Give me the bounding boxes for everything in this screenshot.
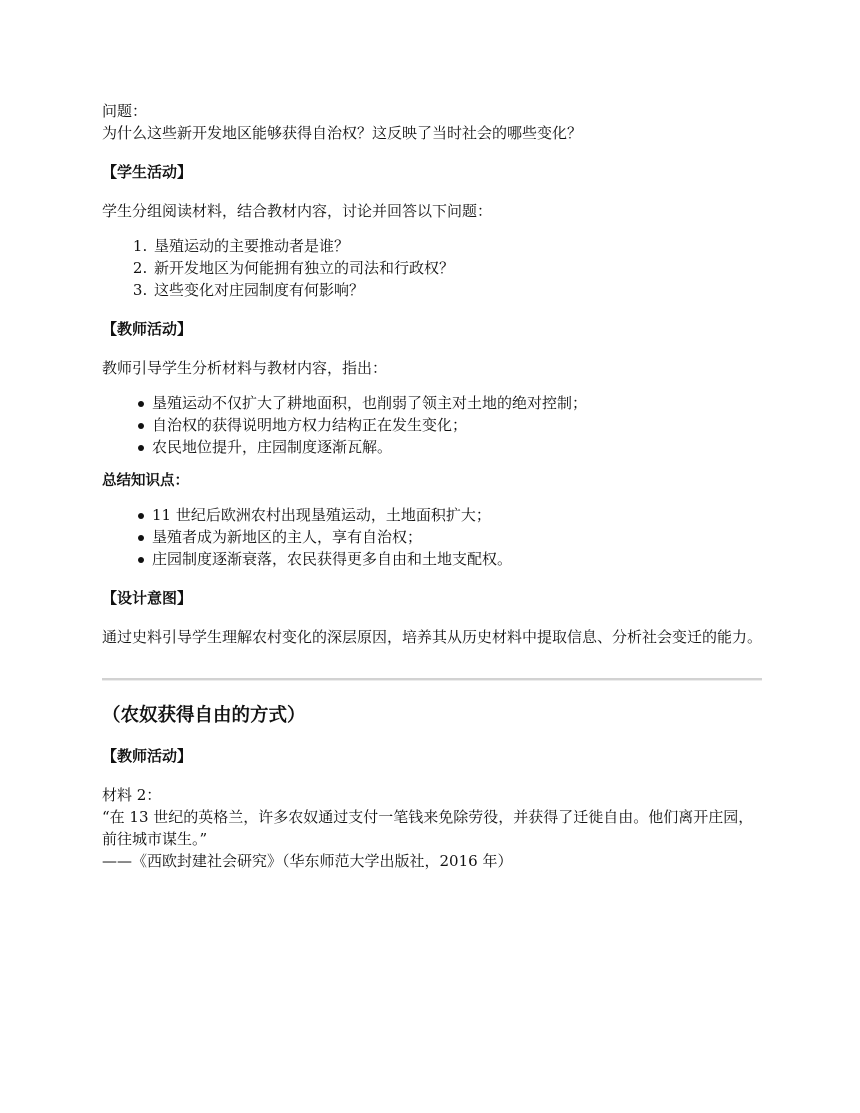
list-item [152,414,762,436]
list-item: 3. 这些变化对庄园制度有何影响？ [152,279,762,301]
teacher-activity-heading: 【教师活动】 [102,320,193,338]
document-content [102,100,762,872]
bullet-icon [138,423,144,429]
teacher-activity-intro: 教师引导学生分析材料与教材内容，指出： [102,359,388,377]
list-item [152,392,762,414]
list-item [152,436,762,458]
material-source: ——《西欧封建社会研究》（华东师范大学出版社，2016 年） [102,852,513,870]
design-intent-heading: 【设计意图】 [102,589,193,607]
list-item-text: 庄园制度逐渐衰落，农民获得更多自由和土地支配权。 [152,550,513,568]
summary-heading: 总结知识点： [102,473,189,489]
bullet-icon [138,557,144,563]
bullet-icon [138,401,144,407]
material-quote: “在 13 世纪的英格兰，许多农奴通过支付一笔钱来免除劳役，并获得了迁徙自由。他们离开庄园，前往城市谋生。” [102,808,754,848]
student-question-list [102,235,762,301]
summary-points-list [102,504,762,570]
list-item-text: 自治权的获得说明地方权力结构正在发生变化； [152,416,468,434]
teacher-activity-heading-2: 【教师活动】 [102,747,193,765]
material-label: 材料 2： [102,786,162,804]
teacher-points-list [102,392,762,458]
bullet-icon [138,513,144,519]
list-item-text: 农民地位提升，庄园制度逐渐瓦解。 [152,438,393,456]
list-item [152,526,762,548]
student-activity-heading: 【学生活动】 [102,163,193,181]
bullet-icon [138,535,144,541]
student-activity-intro: 学生分组阅读材料，结合教材内容，讨论并回答以下问题： [102,202,493,220]
list-item-text: 垦殖者成为新地区的主人，享有自治权； [152,528,423,546]
list-item-text: 11 世纪后欧洲农村出现垦殖运动，土地面积扩大； [152,506,491,524]
design-intent-text: 通过史料引导学生理解农村变化的深层原因，培养其从历史材料中提取信息、分析社会变迁的能力。 [102,628,763,646]
list-item: 1. 垦殖运动的主要推动者是谁？ [152,235,762,257]
list-item-text: 垦殖运动不仅扩大了耕地面积，也削弱了领主对土地的绝对控制； [152,394,588,412]
list-item [152,504,762,526]
list-item: 2. 新开发地区为何能拥有独立的司法和行政权？ [152,257,762,279]
question-label: 问题： [102,102,148,120]
question-text: 为什么这些新开发地区能够获得自治权？这反映了当时社会的哪些变化？ [102,124,583,142]
bullet-icon [138,445,144,451]
list-item [152,548,762,570]
section-title: （农奴获得自由的方式） [102,705,306,726]
